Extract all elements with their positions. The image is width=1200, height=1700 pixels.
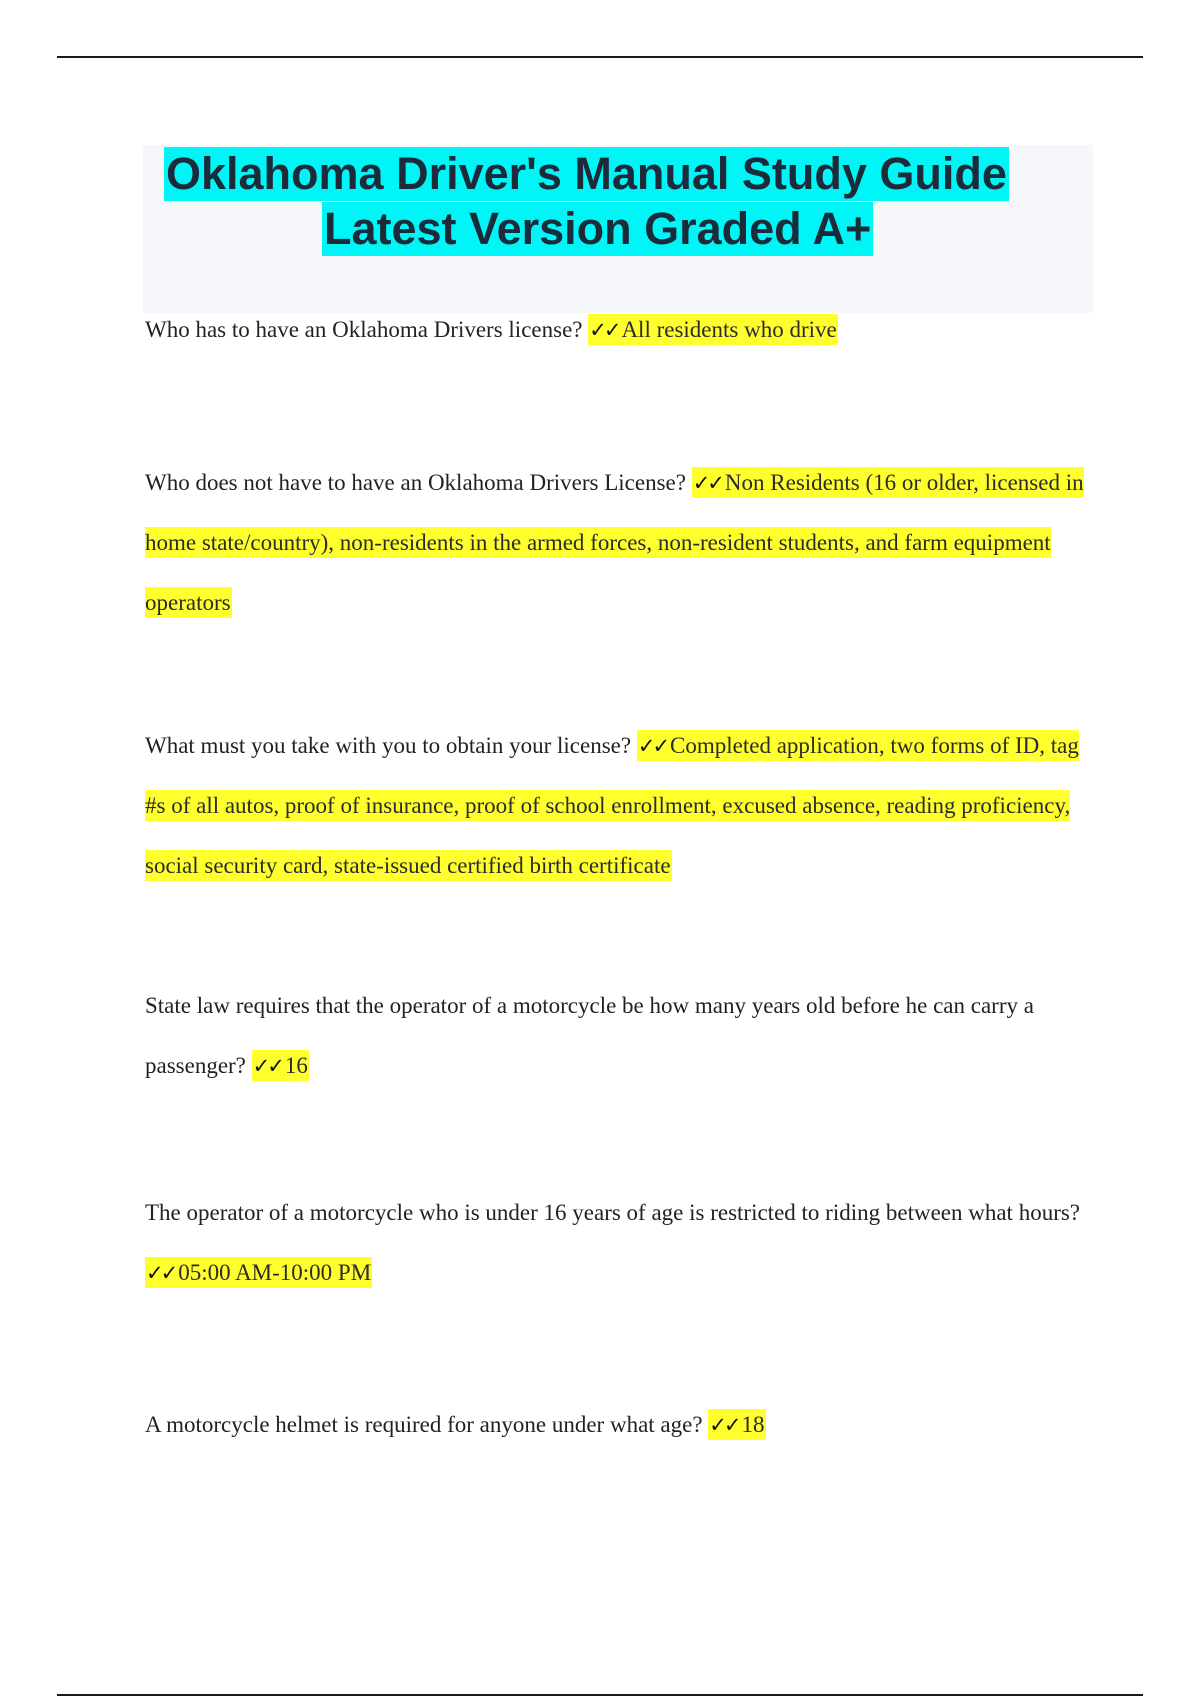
answer-highlight xyxy=(252,1050,309,1081)
answer-text: Completed application, two forms of ID, tag #s of all autos, proof of insurance, proof of school enrollment, excused absence, reading proficiency, social security card, state-issued certified birth certificate xyxy=(145,733,1079,878)
qa-item-2 xyxy=(145,453,1085,633)
question-text: A motorcycle helmet is required for anyone under what age? xyxy=(145,1412,709,1437)
answer-highlight xyxy=(588,314,837,345)
question-text: State law requires that the operator of a motorcycle be how many years old before he can carry a passenger? xyxy=(145,993,1034,1078)
answer-text: 05:00 AM-10:00 PM xyxy=(178,1260,372,1285)
check-mark-icon: ✓✓ xyxy=(589,318,619,342)
qa-item-4 xyxy=(145,976,1085,1096)
qa-item-1 xyxy=(145,300,1085,360)
top-rule xyxy=(57,56,1143,58)
qa-item-3 xyxy=(145,716,1085,896)
answer-text: Non Residents (16 or older, licensed in home state/country), non-residents in the armed forces, non-resident students, and farm equipment operators xyxy=(145,470,1084,615)
document-title-line-2: Latest Version Graded A+ xyxy=(324,203,872,254)
answer-highlight xyxy=(145,1257,372,1288)
check-mark-icon: ✓✓ xyxy=(252,1054,282,1078)
question-text: What must you take with you to obtain your license? xyxy=(145,733,637,758)
answer-text: 18 xyxy=(741,1412,765,1437)
check-mark-icon: ✓✓ xyxy=(637,734,668,758)
check-mark-icon: ✓✓ xyxy=(709,1413,739,1437)
answer-highlight xyxy=(708,1409,765,1440)
answer-text: All residents who drive xyxy=(621,317,837,342)
qa-item-6 xyxy=(145,1395,1085,1455)
qa-item-5 xyxy=(145,1183,1085,1303)
check-mark-icon: ✓✓ xyxy=(692,471,722,495)
bottom-rule xyxy=(57,1694,1143,1696)
answer-text: 16 xyxy=(284,1053,308,1078)
question-text: Who has to have an Oklahoma Drivers license? xyxy=(145,317,589,342)
check-mark-icon: ✓✓ xyxy=(146,1261,176,1285)
question-text: The operator of a motorcycle who is under 16 years of age is restricted to riding between what hours? xyxy=(145,1200,1081,1225)
document-title-line-1: Oklahoma Driver's Manual Study Guide xyxy=(166,148,1007,199)
question-text: Who does not have to have an Oklahoma Drivers License? xyxy=(145,470,692,495)
